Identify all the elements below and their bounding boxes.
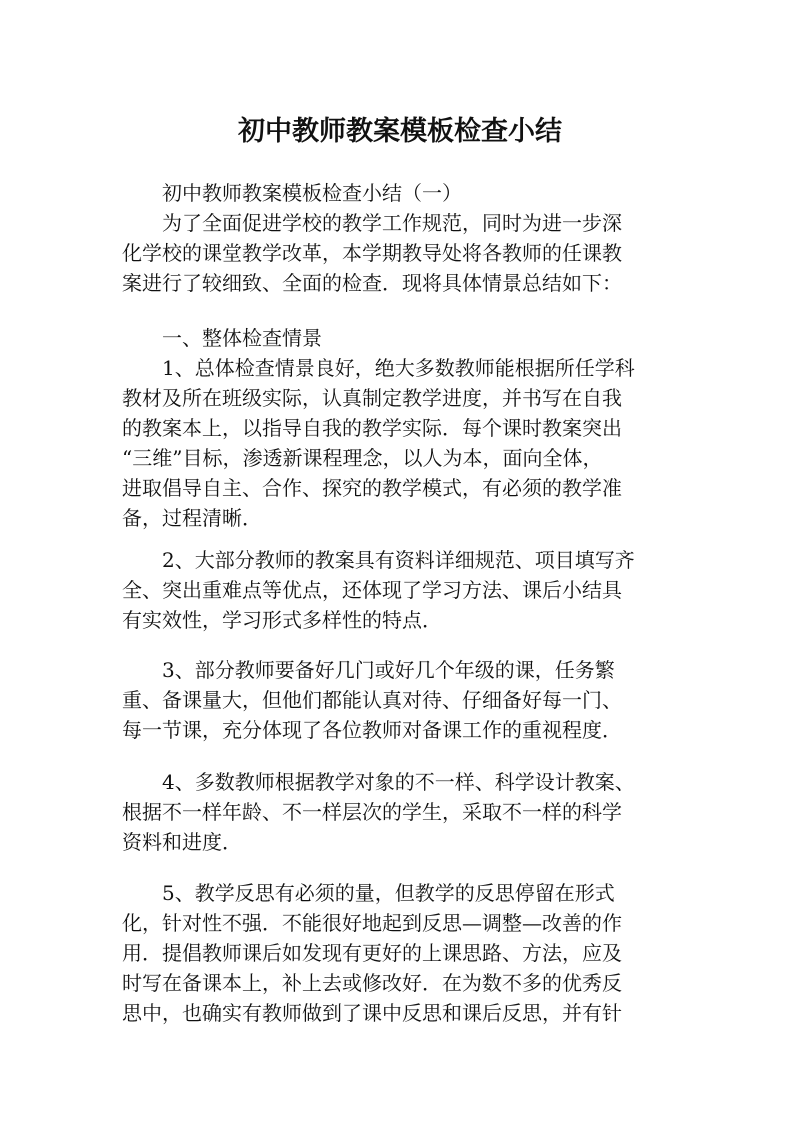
paragraph-line: 根据不一样年龄、不一样层次的学生，采取不一样的科学: [122, 800, 622, 824]
paragraph-line: 教材及所在班级实际，认真制定教学进度，并书写在自我: [122, 386, 622, 410]
paragraph-line: 案进行了较细致、全面的检查．现将具体情景总结如下：: [122, 271, 622, 295]
paragraph-line: 化学校的课堂教学改革，本学期教导处将各教师的任课教: [122, 241, 622, 265]
paragraph-line: 思中，也确实有教师做到了课中反思和课后反思，并有针: [122, 1001, 622, 1025]
paragraph-line: 化，针对性不强．不能很好地起到反思—调整—改善的作: [122, 911, 622, 935]
paragraph-line: 2、大部分教师的教案具有资料详细规范、项目填写齐: [122, 548, 635, 572]
paragraph-line: 为了全面促进学校的教学工作规范，同时为进一步深: [122, 211, 622, 235]
paragraph-line: 每一节课，充分体现了各位教师对备课工作的重视程度．: [122, 718, 622, 742]
paragraph-line: 的教案本上，以指导自我的教学实际．每个课时教案突出: [122, 416, 622, 440]
paragraph-line: 有实效性，学习形式多样性的特点．: [122, 608, 442, 632]
paragraph-line: 1、总体检查情景良好，绝大多数教师能根据所任学科: [122, 356, 635, 380]
document-title: 初中教师教案模板检查小结: [238, 116, 562, 147]
section-heading: 一、整体检查情景: [122, 326, 322, 350]
paragraph-line: 备，过程清晰．: [122, 506, 262, 530]
paragraph-line: 3、部分教师要备好几门或好几个年级的课，任务繁: [122, 658, 615, 682]
heading-line: 初中教师教案模板检查小结（一）: [122, 181, 462, 205]
paragraph-line: 5、教学反思有必须的量，但教学的反思停留在形式: [122, 881, 615, 905]
paragraph-line: 时写在备课本上，补上去或修改好．在为数不多的优秀反: [122, 971, 622, 995]
paragraph-line: 进取倡导自主、合作、探究的教学模式，有必须的教学准: [122, 476, 622, 500]
paragraph-line: 用．提倡教师课后如发现有更好的上课思路、方法，应及: [122, 941, 622, 965]
paragraph-line: 4、多数教师根据教学对象的不一样、科学设计教案、: [122, 770, 635, 794]
paragraph-line: 资料和进度．: [122, 830, 242, 854]
paragraph-line: “三维”目标，渗透新课程理念，以人为本，面向全体，: [122, 446, 603, 470]
paragraph-line: 全、突出重难点等优点，还体现了学习方法、课后小结具: [122, 578, 622, 602]
paragraph-line: 重、备课量大，但他们都能认真对待、仔细备好每一门、: [122, 688, 622, 712]
